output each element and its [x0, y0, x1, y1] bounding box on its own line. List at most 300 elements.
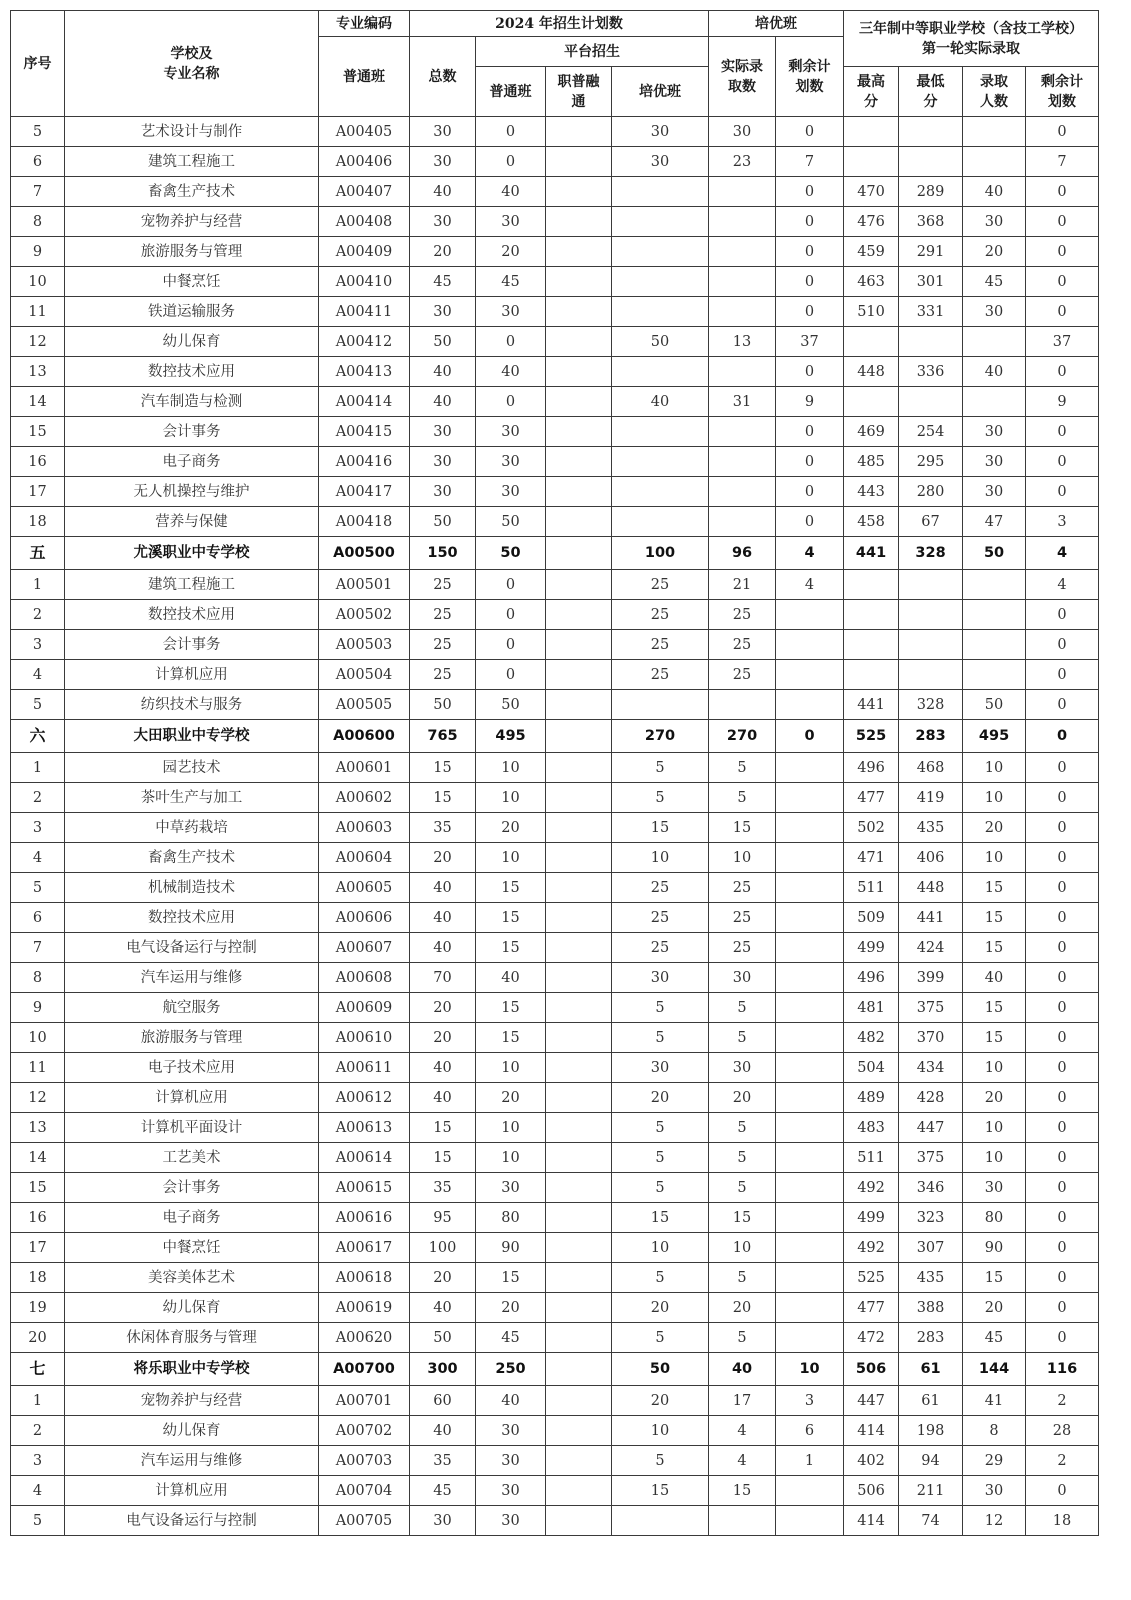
cell-code: A00505	[319, 690, 410, 720]
cell-regular: 0	[476, 387, 546, 417]
cell-peiyou-admitted: 5	[709, 993, 776, 1023]
cell-peiyou-admitted: 30	[709, 1053, 776, 1083]
cell-min: 434	[899, 1053, 963, 1083]
cell-regular: 10	[476, 1143, 546, 1173]
cell-max	[844, 660, 899, 690]
cell-remaining: 116	[1026, 1353, 1099, 1386]
cell-min	[899, 630, 963, 660]
cell-name: 汽车运用与维修	[65, 963, 319, 993]
cell-peiyou: 5	[612, 783, 709, 813]
cell-name: 宠物养护与经营	[65, 207, 319, 237]
cell-peiyou: 15	[612, 1476, 709, 1506]
cell-max: 448	[844, 357, 899, 387]
cell-code: A00418	[319, 507, 410, 537]
cell-seq: 18	[11, 507, 65, 537]
cell-regular: 30	[476, 1446, 546, 1476]
cell-peiyou-admitted: 25	[709, 660, 776, 690]
cell-code: A00601	[319, 753, 410, 783]
cell-admitted: 10	[963, 783, 1026, 813]
cell-seq: 5	[11, 117, 65, 147]
cell-regular: 50	[476, 537, 546, 570]
cell-max: 506	[844, 1353, 899, 1386]
cell-peiyou: 25	[612, 600, 709, 630]
cell-admitted	[963, 327, 1026, 357]
cell-name: 建筑工程施工	[65, 570, 319, 600]
cell-peiyou-admitted: 25	[709, 630, 776, 660]
cell-regular: 40	[476, 357, 546, 387]
cell-code: A00405	[319, 117, 410, 147]
major-row	[11, 507, 1099, 537]
cell-code: A00614	[319, 1143, 410, 1173]
cell-peiyou-remaining: 0	[776, 720, 844, 753]
cell-peiyou: 10	[612, 843, 709, 873]
cell-max: 496	[844, 963, 899, 993]
cell-max: 477	[844, 1293, 899, 1323]
cell-regular: 15	[476, 993, 546, 1023]
cell-peiyou	[612, 417, 709, 447]
cell-regular: 30	[476, 447, 546, 477]
cell-name: 会计事务	[65, 630, 319, 660]
cell-peiyou-remaining	[776, 1233, 844, 1263]
cell-min	[899, 117, 963, 147]
cell-total: 50	[410, 327, 476, 357]
major-row	[11, 147, 1099, 177]
cell-remaining: 0	[1026, 1173, 1099, 1203]
cell-peiyou-remaining	[776, 1113, 844, 1143]
cell-total: 150	[410, 537, 476, 570]
cell-name: 幼儿保育	[65, 1293, 319, 1323]
cell-max: 477	[844, 783, 899, 813]
major-row	[11, 477, 1099, 507]
header-code-regular: 普通班	[319, 37, 410, 117]
cell-name: 营养与保健	[65, 507, 319, 537]
cell-code: A00415	[319, 417, 410, 447]
cell-regular: 0	[476, 117, 546, 147]
cell-peiyou-remaining: 0	[776, 237, 844, 267]
cell-peiyou-admitted: 96	[709, 537, 776, 570]
cell-peiyou-remaining	[776, 933, 844, 963]
cell-max	[844, 387, 899, 417]
cell-remaining: 0	[1026, 630, 1099, 660]
cell-max: 483	[844, 1113, 899, 1143]
cell-admitted: 12	[963, 1506, 1026, 1536]
cell-code: A00604	[319, 843, 410, 873]
cell-code: A00603	[319, 813, 410, 843]
cell-seq: 19	[11, 1293, 65, 1323]
cell-name: 旅游服务与管理	[65, 237, 319, 267]
cell-code: A00408	[319, 207, 410, 237]
major-row	[11, 267, 1099, 297]
cell-admitted: 10	[963, 1143, 1026, 1173]
cell-remaining: 4	[1026, 537, 1099, 570]
cell-peiyou-remaining	[776, 1506, 844, 1536]
cell-zhipu	[546, 237, 612, 267]
cell-peiyou-admitted: 5	[709, 783, 776, 813]
cell-peiyou-remaining: 9	[776, 387, 844, 417]
cell-seq: 13	[11, 1113, 65, 1143]
cell-min: 289	[899, 177, 963, 207]
cell-seq: 14	[11, 387, 65, 417]
cell-remaining: 0	[1026, 207, 1099, 237]
cell-regular: 50	[476, 690, 546, 720]
cell-peiyou-remaining: 0	[776, 477, 844, 507]
cell-zhipu	[546, 207, 612, 237]
cell-peiyou: 5	[612, 1263, 709, 1293]
cell-min: 336	[899, 357, 963, 387]
cell-seq: 5	[11, 1506, 65, 1536]
cell-total: 40	[410, 903, 476, 933]
cell-zhipu	[546, 1263, 612, 1293]
cell-code: A00504	[319, 660, 410, 690]
cell-zhipu	[546, 117, 612, 147]
cell-max: 459	[844, 237, 899, 267]
cell-max: 481	[844, 993, 899, 1023]
cell-remaining: 2	[1026, 1386, 1099, 1416]
cell-admitted	[963, 660, 1026, 690]
cell-peiyou-remaining: 0	[776, 417, 844, 447]
school-row	[11, 1353, 1099, 1386]
cell-max: 499	[844, 933, 899, 963]
cell-max	[844, 630, 899, 660]
cell-remaining: 0	[1026, 1113, 1099, 1143]
cell-min: 67	[899, 507, 963, 537]
cell-name: 中餐烹饪	[65, 1233, 319, 1263]
cell-regular: 30	[476, 1173, 546, 1203]
cell-code: A00416	[319, 447, 410, 477]
cell-admitted: 50	[963, 537, 1026, 570]
cell-name: 工艺美术	[65, 1143, 319, 1173]
cell-remaining: 0	[1026, 1233, 1099, 1263]
cell-zhipu	[546, 1416, 612, 1446]
cell-zhipu	[546, 417, 612, 447]
cell-remaining: 0	[1026, 297, 1099, 327]
cell-zhipu	[546, 1083, 612, 1113]
cell-peiyou-admitted: 10	[709, 843, 776, 873]
cell-peiyou-admitted: 20	[709, 1083, 776, 1113]
cell-peiyou-remaining	[776, 873, 844, 903]
cell-admitted	[963, 387, 1026, 417]
cell-seq: 1	[11, 570, 65, 600]
major-row	[11, 783, 1099, 813]
cell-peiyou-admitted	[709, 177, 776, 207]
cell-peiyou	[612, 177, 709, 207]
cell-code: A00605	[319, 873, 410, 903]
major-row	[11, 447, 1099, 477]
major-row	[11, 1293, 1099, 1323]
major-row	[11, 963, 1099, 993]
cell-peiyou: 5	[612, 993, 709, 1023]
table-header	[11, 11, 1099, 117]
cell-admitted: 90	[963, 1233, 1026, 1263]
cell-peiyou: 25	[612, 570, 709, 600]
cell-regular: 20	[476, 237, 546, 267]
cell-peiyou: 30	[612, 963, 709, 993]
header-name-line2: 专业名称	[163, 65, 220, 82]
cell-remaining: 0	[1026, 1203, 1099, 1233]
cell-peiyou	[612, 237, 709, 267]
cell-seq: 16	[11, 447, 65, 477]
cell-admitted: 15	[963, 873, 1026, 903]
cell-code: A00618	[319, 1263, 410, 1293]
cell-code: A00413	[319, 357, 410, 387]
cell-min: 74	[899, 1506, 963, 1536]
cell-min	[899, 600, 963, 630]
cell-regular: 20	[476, 1083, 546, 1113]
cell-seq: 六	[11, 720, 65, 753]
cell-peiyou-remaining	[776, 963, 844, 993]
cell-peiyou-remaining: 7	[776, 147, 844, 177]
header-first-round-line1: 三年制中等职业学校（含技工学校）	[859, 20, 1084, 37]
cell-min: 370	[899, 1023, 963, 1053]
cell-remaining: 0	[1026, 447, 1099, 477]
cell-name: 旅游服务与管理	[65, 1023, 319, 1053]
cell-admitted: 10	[963, 843, 1026, 873]
cell-total: 40	[410, 873, 476, 903]
cell-peiyou: 25	[612, 933, 709, 963]
cell-peiyou: 25	[612, 903, 709, 933]
cell-peiyou-admitted	[709, 417, 776, 447]
cell-min: 254	[899, 417, 963, 447]
cell-admitted: 10	[963, 1053, 1026, 1083]
enrollment-plan-table	[10, 10, 1099, 1536]
cell-max: 511	[844, 873, 899, 903]
cell-regular: 15	[476, 1023, 546, 1053]
cell-max: 441	[844, 537, 899, 570]
cell-admitted: 40	[963, 963, 1026, 993]
cell-seq: 1	[11, 753, 65, 783]
cell-regular: 40	[476, 1386, 546, 1416]
cell-regular: 0	[476, 147, 546, 177]
cell-peiyou: 50	[612, 1353, 709, 1386]
cell-code: A00612	[319, 1083, 410, 1113]
cell-remaining: 4	[1026, 570, 1099, 600]
cell-peiyou-remaining	[776, 600, 844, 630]
major-row	[11, 843, 1099, 873]
cell-remaining: 0	[1026, 660, 1099, 690]
cell-total: 25	[410, 630, 476, 660]
cell-peiyou	[612, 357, 709, 387]
cell-peiyou-remaining	[776, 753, 844, 783]
cell-remaining: 0	[1026, 933, 1099, 963]
header-plan-zhipu: 职普融 通	[546, 67, 612, 117]
cell-regular: 0	[476, 570, 546, 600]
cell-zhipu	[546, 1446, 612, 1476]
cell-min	[899, 660, 963, 690]
cell-remaining: 0	[1026, 177, 1099, 207]
cell-zhipu	[546, 963, 612, 993]
cell-seq: 9	[11, 237, 65, 267]
cell-code: A00616	[319, 1203, 410, 1233]
cell-max: 492	[844, 1173, 899, 1203]
cell-min: 428	[899, 1083, 963, 1113]
cell-max: 414	[844, 1506, 899, 1536]
cell-peiyou-remaining	[776, 993, 844, 1023]
cell-peiyou	[612, 207, 709, 237]
cell-peiyou-admitted: 17	[709, 1386, 776, 1416]
cell-peiyou-remaining	[776, 1143, 844, 1173]
cell-peiyou-admitted: 20	[709, 1293, 776, 1323]
cell-peiyou-remaining	[776, 813, 844, 843]
cell-zhipu	[546, 477, 612, 507]
cell-peiyou-remaining	[776, 1023, 844, 1053]
cell-min	[899, 327, 963, 357]
major-row	[11, 327, 1099, 357]
cell-regular: 0	[476, 660, 546, 690]
cell-total: 95	[410, 1203, 476, 1233]
cell-remaining: 0	[1026, 753, 1099, 783]
cell-regular: 10	[476, 753, 546, 783]
cell-max: 496	[844, 753, 899, 783]
header-school-major-name	[65, 11, 319, 117]
cell-total: 300	[410, 1353, 476, 1386]
cell-admitted	[963, 147, 1026, 177]
cell-remaining: 0	[1026, 720, 1099, 753]
cell-regular: 45	[476, 267, 546, 297]
major-row	[11, 1446, 1099, 1476]
cell-seq: 10	[11, 1023, 65, 1053]
cell-admitted: 40	[963, 177, 1026, 207]
cell-min: 94	[899, 1446, 963, 1476]
cell-peiyou: 5	[612, 1143, 709, 1173]
cell-code: A00407	[319, 177, 410, 207]
cell-peiyou-remaining: 1	[776, 1446, 844, 1476]
cell-seq: 9	[11, 993, 65, 1023]
cell-peiyou: 25	[612, 660, 709, 690]
cell-peiyou-admitted: 270	[709, 720, 776, 753]
cell-code: A00611	[319, 1053, 410, 1083]
cell-peiyou: 15	[612, 1203, 709, 1233]
cell-remaining: 0	[1026, 1323, 1099, 1353]
major-row	[11, 570, 1099, 600]
cell-code: A00406	[319, 147, 410, 177]
cell-total: 40	[410, 357, 476, 387]
major-row	[11, 177, 1099, 207]
cell-remaining: 9	[1026, 387, 1099, 417]
cell-code: A00410	[319, 267, 410, 297]
cell-zhipu	[546, 570, 612, 600]
cell-regular: 40	[476, 177, 546, 207]
cell-admitted: 30	[963, 447, 1026, 477]
cell-min: 323	[899, 1203, 963, 1233]
cell-peiyou	[612, 477, 709, 507]
header-platform: 平台招生	[476, 37, 709, 67]
cell-max: 463	[844, 267, 899, 297]
cell-total: 30	[410, 417, 476, 447]
cell-regular: 30	[476, 1416, 546, 1446]
cell-zhipu	[546, 387, 612, 417]
cell-admitted: 144	[963, 1353, 1026, 1386]
cell-remaining: 0	[1026, 1263, 1099, 1293]
cell-max: 492	[844, 1233, 899, 1263]
cell-peiyou-admitted: 15	[709, 1203, 776, 1233]
cell-zhipu	[546, 1386, 612, 1416]
cell-zhipu	[546, 843, 612, 873]
cell-name: 电子技术应用	[65, 1053, 319, 1083]
cell-peiyou-remaining	[776, 1476, 844, 1506]
cell-regular: 0	[476, 327, 546, 357]
major-row	[11, 1143, 1099, 1173]
cell-name: 计算机应用	[65, 1476, 319, 1506]
cell-peiyou: 50	[612, 327, 709, 357]
cell-seq: 4	[11, 1476, 65, 1506]
major-row	[11, 933, 1099, 963]
cell-peiyou-remaining	[776, 1323, 844, 1353]
cell-name: 将乐职业中专学校	[65, 1353, 319, 1386]
cell-peiyou-remaining	[776, 1293, 844, 1323]
header-name-line1: 学校及	[170, 45, 213, 62]
cell-seq: 五	[11, 537, 65, 570]
cell-min: 441	[899, 903, 963, 933]
major-row	[11, 1416, 1099, 1446]
cell-zhipu	[546, 1203, 612, 1233]
cell-total: 40	[410, 933, 476, 963]
cell-zhipu	[546, 1293, 612, 1323]
cell-regular: 495	[476, 720, 546, 753]
cell-min: 328	[899, 537, 963, 570]
cell-min	[899, 387, 963, 417]
major-row	[11, 297, 1099, 327]
cell-zhipu	[546, 1023, 612, 1053]
cell-admitted: 30	[963, 1173, 1026, 1203]
cell-seq: 6	[11, 147, 65, 177]
cell-peiyou-admitted: 15	[709, 1476, 776, 1506]
cell-peiyou-remaining: 10	[776, 1353, 844, 1386]
cell-name: 幼儿保育	[65, 1416, 319, 1446]
cell-peiyou-admitted	[709, 267, 776, 297]
major-row	[11, 1113, 1099, 1143]
major-row	[11, 630, 1099, 660]
header-peiyou-remaining: 剩余计 划数	[776, 37, 844, 117]
cell-code: A00702	[319, 1416, 410, 1446]
major-row	[11, 690, 1099, 720]
major-row	[11, 357, 1099, 387]
cell-total: 20	[410, 1023, 476, 1053]
cell-total: 30	[410, 297, 476, 327]
cell-min: 291	[899, 237, 963, 267]
cell-total: 50	[410, 1323, 476, 1353]
cell-peiyou-remaining: 6	[776, 1416, 844, 1446]
cell-zhipu	[546, 630, 612, 660]
cell-seq: 5	[11, 690, 65, 720]
cell-regular: 10	[476, 1113, 546, 1143]
major-row	[11, 1323, 1099, 1353]
cell-peiyou-remaining	[776, 1083, 844, 1113]
cell-regular: 0	[476, 600, 546, 630]
cell-zhipu	[546, 753, 612, 783]
cell-peiyou: 30	[612, 1053, 709, 1083]
cell-zhipu	[546, 1113, 612, 1143]
cell-zhipu	[546, 933, 612, 963]
cell-peiyou-admitted: 21	[709, 570, 776, 600]
cell-name: 计算机应用	[65, 1083, 319, 1113]
cell-peiyou-remaining	[776, 783, 844, 813]
cell-regular: 15	[476, 903, 546, 933]
cell-zhipu	[546, 147, 612, 177]
cell-admitted: 8	[963, 1416, 1026, 1446]
cell-remaining: 0	[1026, 357, 1099, 387]
cell-remaining: 0	[1026, 993, 1099, 1023]
cell-name: 电气设备运行与控制	[65, 1506, 319, 1536]
cell-admitted	[963, 570, 1026, 600]
cell-code: A00608	[319, 963, 410, 993]
cell-peiyou-remaining	[776, 1203, 844, 1233]
cell-peiyou-remaining	[776, 690, 844, 720]
cell-name: 无人机操控与维护	[65, 477, 319, 507]
cell-peiyou-remaining	[776, 1173, 844, 1203]
cell-max: 482	[844, 1023, 899, 1053]
cell-peiyou	[612, 267, 709, 297]
cell-min: 283	[899, 1323, 963, 1353]
